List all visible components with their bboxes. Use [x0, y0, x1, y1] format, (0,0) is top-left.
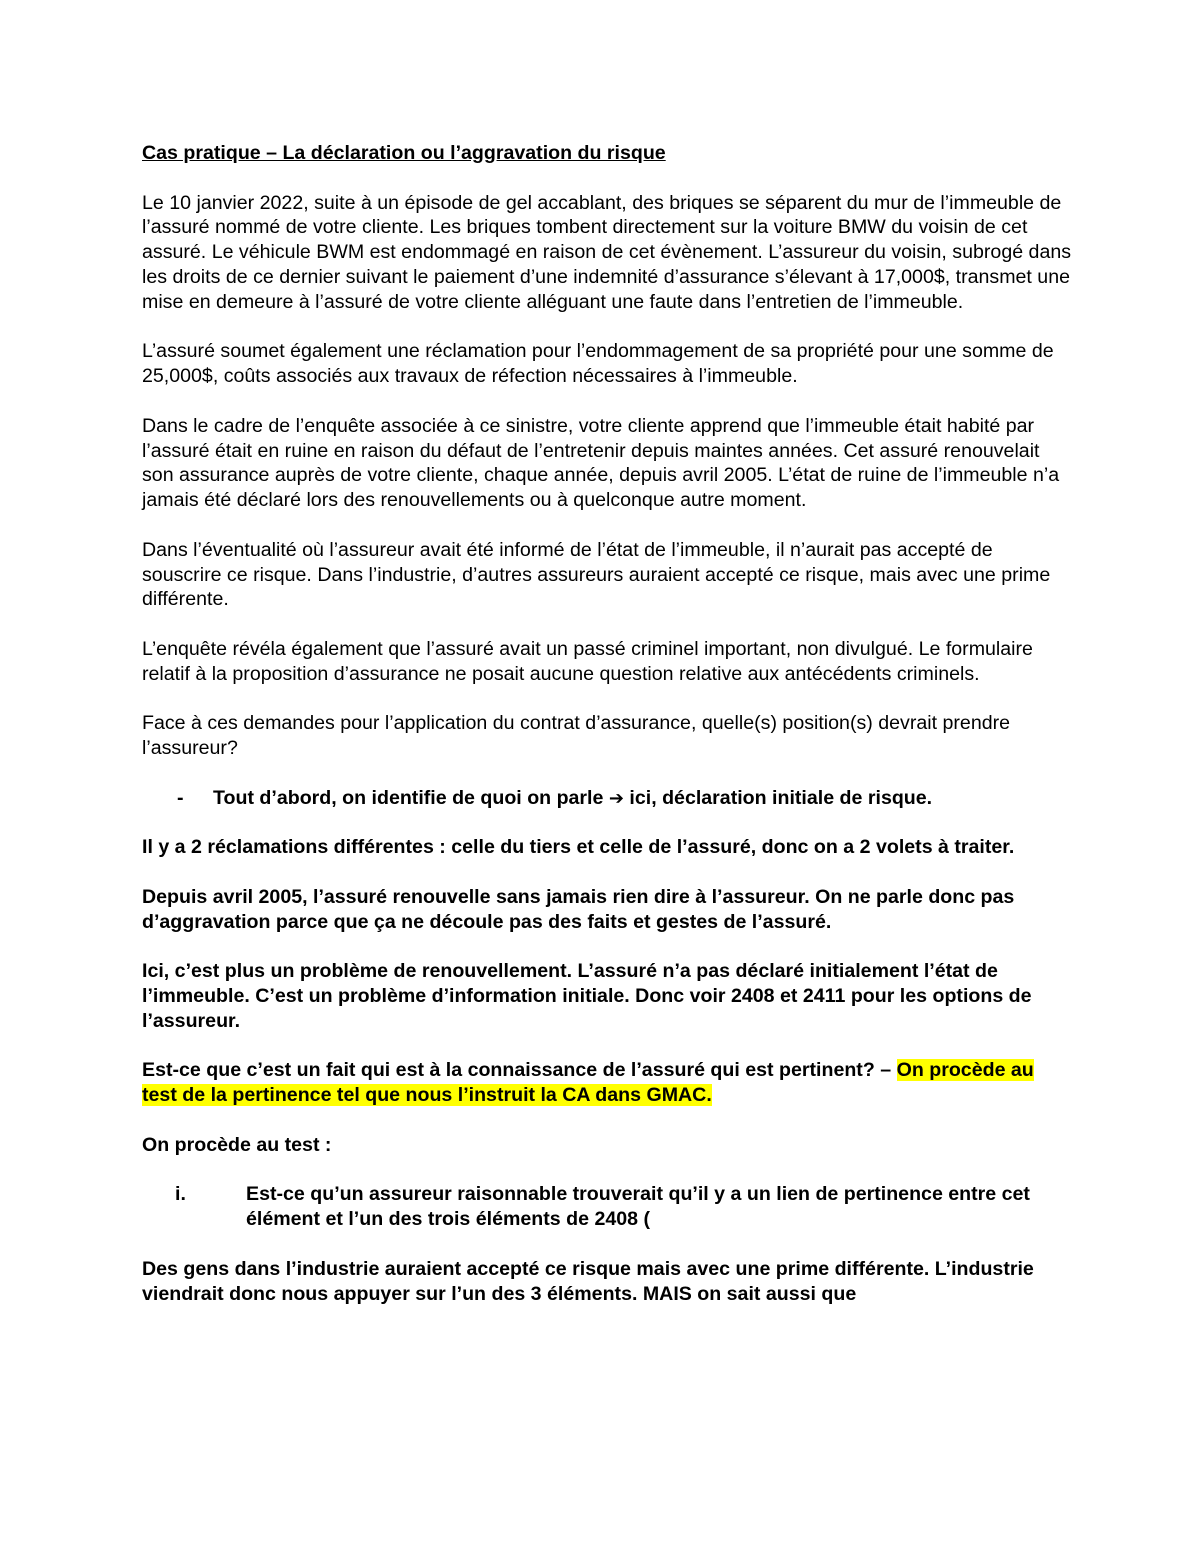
- bullet-item: [142, 786, 1072, 811]
- final-paragraph: Des gens dans l’industrie auraient accepté ce risque mais avec une prime différente. L’industrie viendrait donc nous appuyer sur l’un des 3 éléments. MAIS on sait aussi que: [142, 1257, 1034, 1305]
- answer-paragraph-pertinence: [142, 1058, 1072, 1108]
- paragraph-insurer-position: Dans l’éventualité où l’assureur avait été informé de l’état de l’immeuble, il n’aurait pas accepté de souscrire ce risque. Dans l’industrie, d’autres assureurs auraient accepté ce risque, mais avec une prime différente.: [142, 538, 1051, 611]
- paragraph-criminal-past: L’enquête révéla également que l’assuré avait un passé criminel important, non divulgué. Le formulaire relatif à la proposition d’assurance ne posait aucune question relative aux antécédents criminels.: [142, 637, 1033, 685]
- bullet-text-before: Tout d’abord, on identifie de quoi on parle: [213, 786, 604, 809]
- paragraph-question: Face à ces demandes pour l’application du contrat d’assurance, quelle(s) position(s) devrait prendre l’assureur?: [142, 712, 1011, 760]
- answer-paragraph-renewal: Depuis avril 2005, l’assuré renouvelle sans jamais rien dire à l’assureur. On ne parle donc pas d’aggravation parce que ça ne découle pas des faits et gestes de l’assuré.: [142, 885, 1015, 933]
- paragraph-investigation: Dans le cadre de l’enquête associée à ce sinistre, votre cliente apprend que l’immeuble était habité par l’assuré était en ruine en raison du défaut de l’entretenir depuis maintes années. Cet assuré renouvelait son assurance auprès de votre cliente, chaque année, depuis avril 2005. L’état de ruine de l’immeuble n’a jamais été déclaré lors des renouvellements ou à quelconque autre moment.: [142, 414, 1060, 512]
- paragraph-claim: L’assuré soumet également une réclamation pour l’endommagement de sa propriété pour une somme de 25,000$, coûts associés aux travaux de réfection nécessaires à l’immeuble.: [142, 340, 1054, 388]
- document-body: [142, 141, 1072, 1306]
- pertinence-question: Est-ce que c’est un fait qui est à la connaissance de l’assuré qui est pertinent? –: [142, 1059, 897, 1082]
- test-intro: On procède au test :: [142, 1133, 332, 1156]
- roman-item-text: Est-ce qu’un assureur raisonnable trouverait qu’il y a un lien de pertinence entre cet élément et l’un des trois éléments de 2408 (: [246, 1183, 1030, 1231]
- paragraph-facts: Le 10 janvier 2022, suite à un épisode de gel accablant, des briques se séparent du mur de l’immeuble de l’assuré nommé de votre cliente. Les briques tombent directement sur la voiture BMW du voisin de cet assuré. Le véhicule BWM est endommagé en raison de cet évènement. L’assureur du voisin, subrogé dans les droits de ce dernier suivant le paiement d’une indemnité d’assurance s’élevant à 17,000$, transmet une mise en demeure à l’assuré de votre cliente alléguant une faute dans l’entretien de l’immeuble.: [142, 191, 1072, 313]
- bullet-text-after: ici, déclaration initiale de risque.: [629, 786, 933, 809]
- document-title: Cas pratique – La déclaration ou l’aggravation du risque: [142, 142, 666, 164]
- answer-paragraph-initial-info: Ici, c’est plus un problème de renouvellement. L’assuré n’a pas déclaré initialement l’état de l’immeuble. C’est un problème d’information initiale. Donc voir 2408 et 2411 pour les options de l’assureur.: [142, 960, 1032, 1032]
- arrow-icon: ➔: [608, 787, 624, 808]
- answer-paragraph-claims: Il y a 2 réclamations différentes : celle du tiers et celle de l’assuré, donc on a 2 volets à traiter.: [142, 836, 1015, 859]
- highlighted-text: On procède au test de la pertinence tel que nous l’instruit la CA dans GMAC.: [142, 1059, 1034, 1107]
- bullet-marker: -: [177, 786, 184, 809]
- roman-numeral: i.: [175, 1183, 186, 1206]
- roman-list-item: [142, 1182, 1072, 1232]
